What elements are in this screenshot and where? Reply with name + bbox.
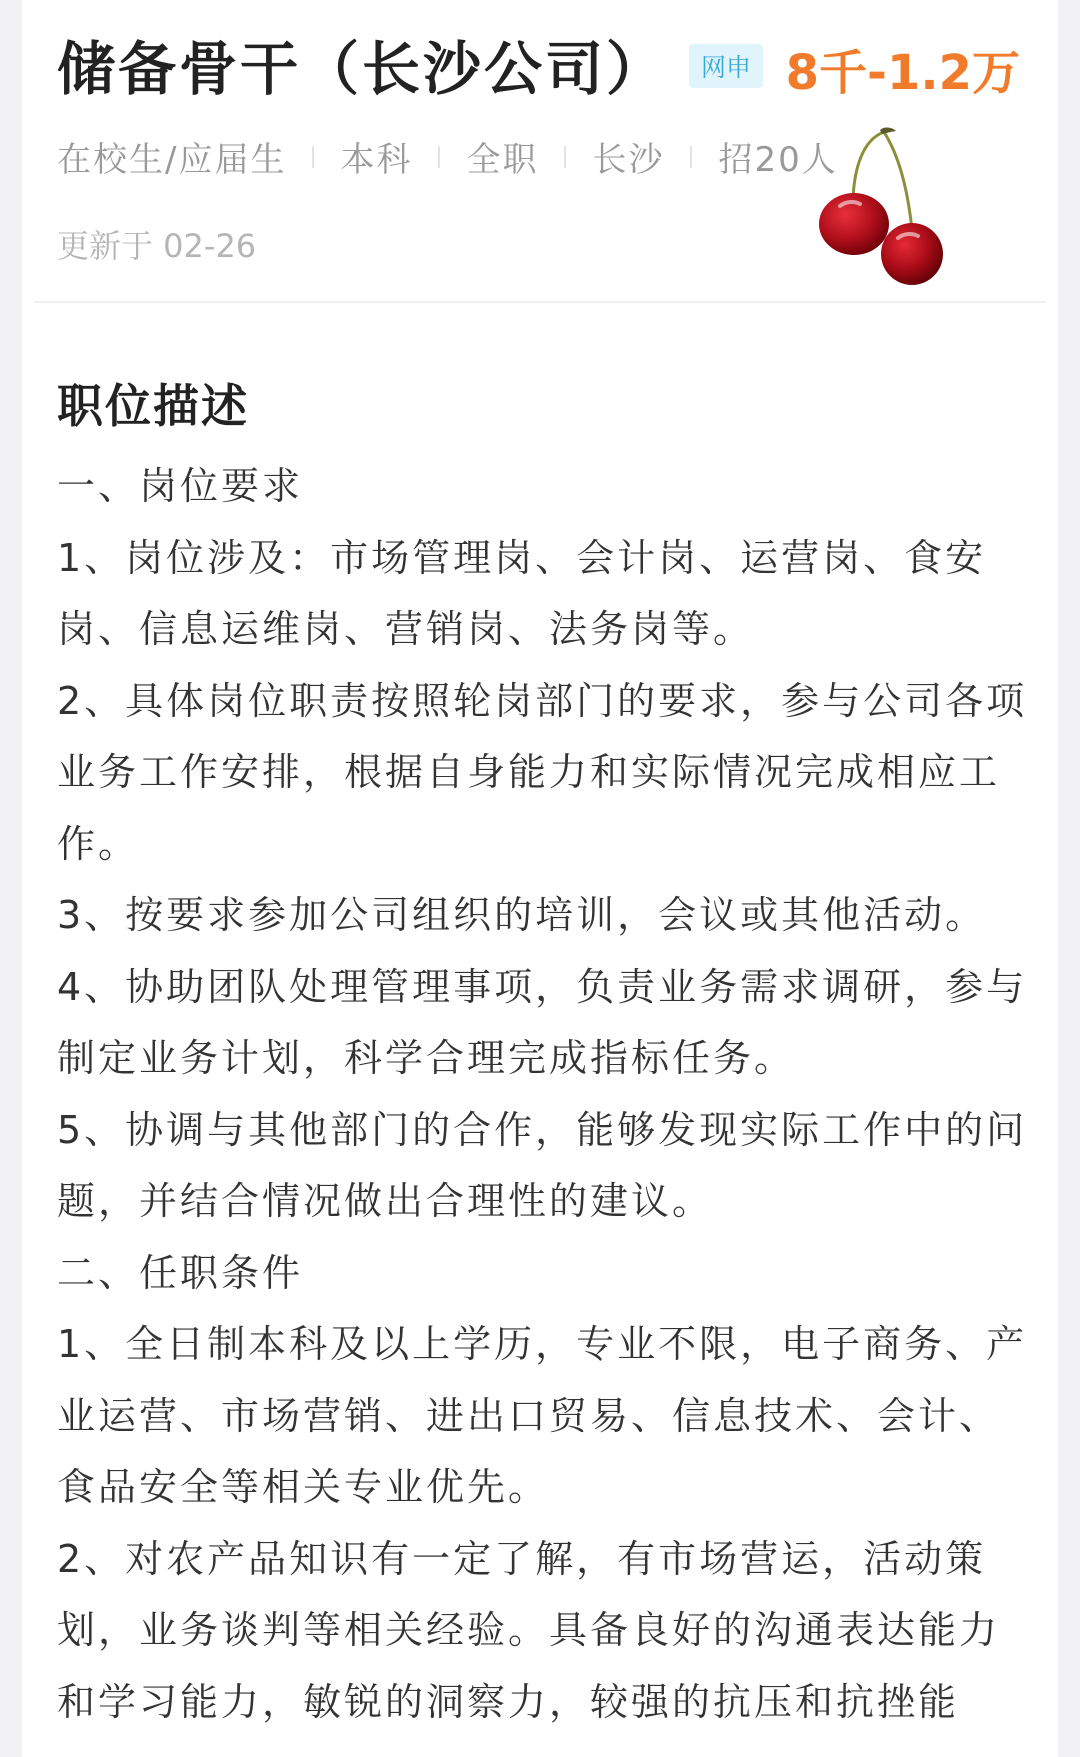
description-line: 和学习能力，敏锐的洞察力，较强的抗压和抗挫能 (57, 1679, 960, 1724)
description-line: 划，业务谈判等相关经验。具备良好的沟通表达能力 (57, 1608, 1001, 1652)
description-line: 一、岗位要求 (57, 464, 304, 508)
job-detail-card (22, 0, 1058, 1757)
description-line: 食品安全等相关专业优先。 (57, 1465, 550, 1509)
meta-candidate-type: 在校生/应届生 (57, 140, 287, 180)
description-line: 1、全日制本科及以上学历，专业不限，电子商务、产 (57, 1322, 1028, 1366)
description-line: 业运营、市场营销、进出口贸易、信息技术、会计、 (57, 1393, 1001, 1438)
title-row (57, 22, 763, 106)
job-title: 储备骨干（长沙公司） (57, 35, 668, 103)
meta-separator (564, 146, 566, 168)
description-line: 1、岗位涉及：市场管理岗、会计岗、运营岗、食安 (57, 535, 987, 580)
description-line: 2、具体岗位职责按照轮岗部门的要求，参与公司各项 (57, 678, 1028, 723)
header-divider (34, 301, 1046, 303)
description-line: 岗、信息运维岗、营销岗、法务岗等。 (57, 607, 755, 651)
description-line: 2、对农产品知识有一定了解，有市场营运，活动策 (57, 1536, 987, 1581)
meta-separator (438, 146, 440, 168)
cherry-icon (810, 122, 960, 292)
description-line: 3、按要求参加公司组织的培训，会议或其他活动。 (57, 893, 987, 937)
description-line: 作。 (57, 821, 140, 866)
job-meta-row (57, 132, 838, 181)
meta-education: 本科 (340, 140, 413, 180)
description-line: 二、任职条件 (57, 1250, 304, 1295)
description-line: 题，并结合情况做出合理性的建议。 (57, 1179, 714, 1223)
salary-range: 8千-1.2万 (785, 45, 1020, 101)
description-line: 5、协调与其他部门的合作，能够发现实际工作中的问 (57, 1107, 1028, 1152)
job-header (22, 0, 1058, 302)
apply-type-badge: 网申 (689, 44, 763, 88)
updated-date: 更新于 02-26 (57, 227, 257, 265)
description-line: 制定业务计划，科学合理完成指标任务。 (57, 1036, 796, 1080)
description-line: 4、协助团队处理管理事项，负责业务需求调研，参与 (57, 964, 1028, 1009)
meta-separator (690, 146, 692, 168)
meta-job-type: 全职 (466, 140, 539, 180)
description-heading: 职位描述 (57, 379, 249, 433)
description-line: 业务工作安排，根据自身能力和实际情况完成相应工 (57, 750, 1001, 794)
meta-separator (312, 146, 314, 168)
meta-headcount: 招20人 (718, 140, 838, 180)
job-description (57, 451, 1047, 1738)
meta-location: 长沙 (592, 140, 665, 180)
